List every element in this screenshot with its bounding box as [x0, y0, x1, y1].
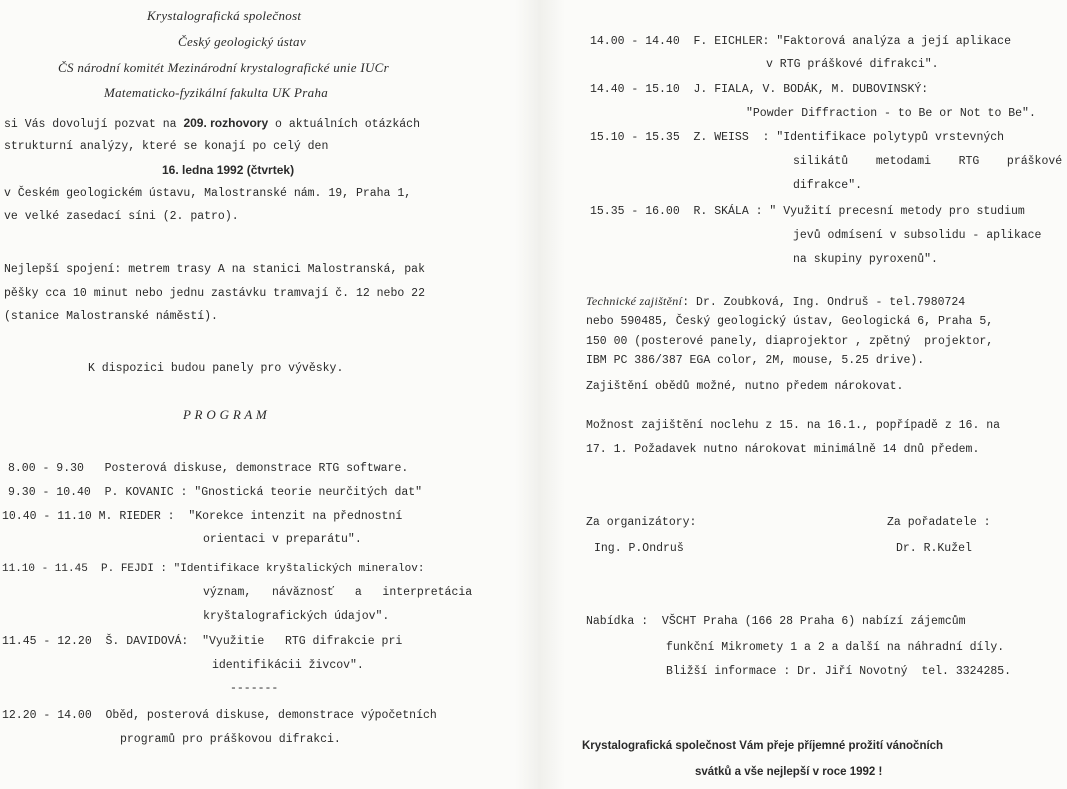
program-item: 11.10 - 11.45 P. FEJDI : "Identifikace kryštalických mineralov: — [2, 563, 425, 575]
technical-line: IBM PC 386/387 EGA color, 2M, mouse, 5.25 drive). — [586, 354, 925, 367]
program-item-cont: kryštalografických údajov". — [203, 610, 390, 623]
header-line: Krystalografická společnost — [147, 8, 302, 23]
program-item-cont: jevů odmísení v subsolidu - aplikace — [793, 229, 1042, 242]
invite-line: si Vás dovolují pozvat na 209. rozhovory o aktuálních otázkách — [4, 116, 420, 131]
technical-label: Technické zajištění — [586, 294, 683, 308]
technical-line: 150 00 (posterové panely, diaprojektor , zpětný projektor, — [586, 335, 994, 348]
program-item: 11.45 - 12.20 Š. DAVIDOVÁ: "Využitie RTG difrakcie pri — [2, 635, 403, 648]
program-item: 15.10 - 15.35 Z. WEISS : "Identifikace polytypů vrstevných — [590, 131, 1005, 144]
hosts-label: Za pořadatele : — [887, 516, 991, 529]
organizers-name: Ing. P.Ondruš — [594, 542, 684, 555]
offer-line: Nabídka : VŠCHT Praha (166 28 Praha 6) nabízí zájemcům — [586, 615, 966, 628]
panels-note: K dispozici budou panely pro vývěsky. — [88, 362, 344, 375]
event-date: 16. ledna 1992 (čtvrtek) — [162, 163, 295, 177]
offer-line: funkční Mikromety 1 a 2 a další na náhradní díly. — [666, 641, 1005, 654]
program-item-cont: difrakce". — [793, 179, 863, 192]
closing-line: svátků a vše nejlepší v roce 1992 ! — [695, 766, 883, 778]
program-item-cont: na skupiny pyroxenů". — [793, 253, 938, 266]
technical-line: Technické zajištění: Dr. Zoubková, Ing. Ondruš - tel.7980724 — [586, 294, 966, 309]
header-line: Matematicko-fyzikální fakulta UK Praha — [104, 85, 329, 100]
transport-line: (stanice Malostranské náměstí). — [4, 310, 218, 323]
program-item: 8.00 - 9.30 Posterová diskuse, demonstrace RTG software. — [8, 462, 409, 475]
program-item-cont: silikátů metodami RTG práškové — [793, 155, 1063, 168]
lunch-note: Zajištění obědů možné, nutno předem nárokovat. — [586, 380, 904, 393]
program-item-cont: orientaci v preparátu". — [203, 533, 362, 546]
program-item: 12.20 - 14.00 Oběd, posterová diskuse, demonstrace výpočetních — [2, 709, 437, 722]
invite-line: v Českém geologickém ústavu, Malostranské nám. 19, Praha 1, — [4, 187, 412, 200]
header-line: ČS národní komitét Mezinárodní krystalografické unie IUCr — [58, 60, 389, 75]
program-item: 14.00 - 14.40 F. EICHLER: "Faktorová analýza a její aplikace — [590, 35, 1011, 48]
hosts-name: Dr. R.Kužel — [896, 542, 972, 555]
invite-line: ve velké zasedací síni (2. patro). — [4, 210, 239, 223]
page-gutter — [515, 0, 565, 789]
program-item-cont: identifikácii živcov". — [212, 659, 364, 672]
transport-line: pěšky cca 10 minut nebo jednu zastávku tramvají č. 12 nebo 22 — [4, 287, 425, 300]
closing-line: Krystalografická společnost Vám přeje příjemné prožití vánočních — [582, 740, 944, 752]
program-item-cont: význam, návăznosť a interpretácia — [203, 586, 473, 599]
program-item-cont: programů pro práškovou difrakci. — [120, 733, 341, 746]
left-page — [0, 0, 520, 789]
program-item-cont: "Powder Diffraction - to Be or Not to Be". — [746, 107, 1036, 120]
technical-line: nebo 590485, Český geologický ústav, Geologická 6, Praha 5, — [586, 315, 994, 328]
right-page — [560, 0, 1067, 789]
lodging-line: 17. 1. Požadavek nutno nárokovat minimálně 14 dnů předem. — [586, 443, 980, 456]
lodging-line: Možnost zajištění noclehu z 15. na 16.1., popřípadě z 16. na — [586, 419, 1001, 432]
program-item-cont: v RTG práškové difrakci". — [766, 58, 939, 71]
invite-line: strukturní analýzy, které se konají po celý den — [4, 140, 329, 153]
program-item: 9.30 - 10.40 P. KOVANIC : "Gnostická teorie neurčitých dat" — [8, 486, 423, 499]
event-number: 209. rozhovory — [183, 116, 269, 130]
program-item: 15.35 - 16.00 R. SKÁLA : " Využití precesní metody pro studium — [590, 205, 1025, 218]
transport-line: Nejlepší spojení: metrem trasy A na stanici Malostranská, pak — [4, 263, 425, 276]
organizers-label: Za organizátory: — [586, 516, 697, 529]
program-item: 10.40 - 11.10 M. RIEDER : "Korekce intenzit na přednostní — [2, 510, 403, 523]
separator: ------- — [230, 682, 279, 695]
program-item: 14.40 - 15.10 J. FIALA, V. BODÁK, M. DUBOVINSKÝ: — [590, 83, 929, 96]
offer-line: Bližší informace : Dr. Jiří Novotný tel. 3324285. — [666, 665, 1012, 678]
header-line: Český geologický ústav — [178, 34, 306, 49]
program-title: P R O G R A M — [183, 407, 268, 422]
